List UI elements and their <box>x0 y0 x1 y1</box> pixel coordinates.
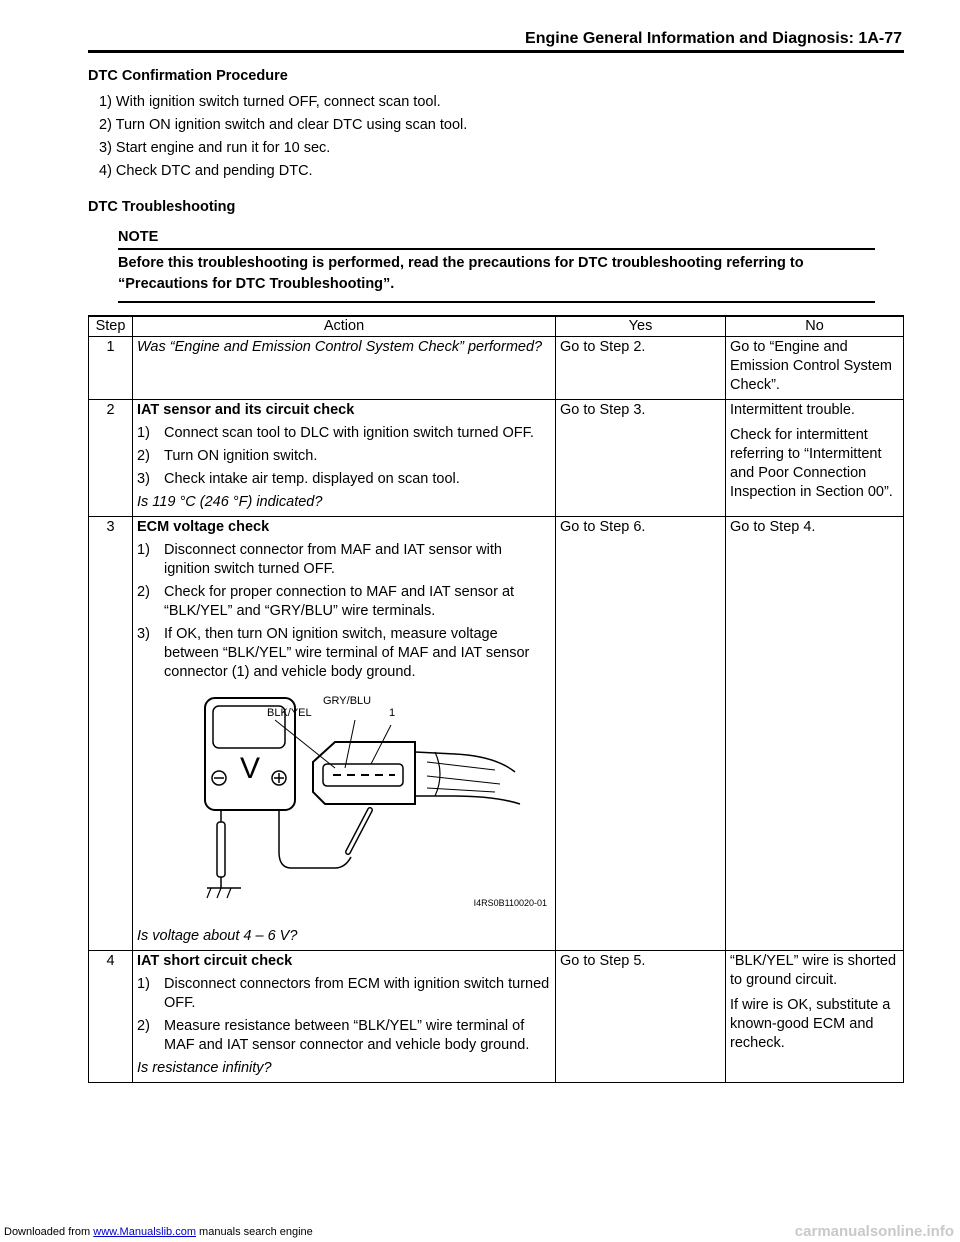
no-text: Check for intermittent referring to “Intermittent and Poor Connection Inspection in Section 00”. <box>730 427 893 500</box>
step-number: 1 <box>89 337 133 400</box>
yes-cell: Go to Step 3. <box>556 400 726 517</box>
confirmation-step: 3) Start engine and run it for 10 sec. <box>99 140 331 156</box>
step-question: Is 119 °C (246 °F) indicated? <box>137 494 323 510</box>
table-header-row <box>89 316 904 337</box>
step-question: Is voltage about 4 – 6 V? <box>137 928 298 944</box>
watermark: carmanualsonline.info <box>794 1223 954 1240</box>
manualslib-link[interactable]: www.Manualslib.com <box>93 1226 196 1238</box>
meter-symbol: V <box>239 752 261 785</box>
step-title: IAT sensor and its circuit check <box>137 402 355 418</box>
sub-step: 3) Check intake air temp. displayed on scan tool. <box>137 471 460 487</box>
step-question: Was “Engine and Emission Control System Check” performed? <box>137 339 543 355</box>
sub-step: 2) Turn ON ignition switch. <box>137 448 318 464</box>
label-gry-blu: GRY/BLU <box>323 695 372 707</box>
voltmeter-figure <box>195 692 555 927</box>
confirmation-step: 1) With ignition switch turned OFF, connect scan tool. <box>99 94 441 110</box>
header-rule <box>88 50 904 53</box>
action-cell <box>133 400 556 517</box>
yes-cell: Go to Step 5. <box>556 951 726 1083</box>
voltmeter-diagram <box>195 692 555 927</box>
troubleshooting-title: DTC Troubleshooting <box>88 199 236 215</box>
step-number: 4 <box>89 951 133 1083</box>
confirmation-title: DTC Confirmation Procedure <box>88 68 288 84</box>
footer <box>4 1226 313 1238</box>
yes-cell: Go to Step 2. <box>556 337 726 400</box>
action-cell <box>133 951 556 1083</box>
yes-cell: Go to Step 6. <box>556 517 726 951</box>
no-cell <box>726 400 904 517</box>
figure-code: I4RS0B110020-01 <box>473 898 547 908</box>
step-question: Is resistance infinity? <box>137 1060 272 1076</box>
footer-prefix: Downloaded from <box>4 1226 94 1238</box>
label-blk-yel: BLK/YEL <box>267 707 312 719</box>
note-title: NOTE <box>118 229 159 245</box>
header-action: Action <box>133 316 556 337</box>
note-rule <box>118 301 875 303</box>
step-number: 2 <box>89 400 133 517</box>
no-cell <box>726 951 904 1083</box>
sub-step: 1) Disconnect connectors from ECM with ignition switch turned OFF. <box>137 976 550 1011</box>
troubleshooting-table <box>88 315 904 1083</box>
confirmation-step: 2) Turn ON ignition switch and clear DTC using scan tool. <box>99 117 468 133</box>
no-text: “BLK/YEL” wire is shorted to ground circuit. <box>730 953 897 988</box>
footer-suffix: manuals search engine <box>195 1226 313 1238</box>
note-box <box>118 227 875 303</box>
sub-step: 2) Measure resistance between “BLK/YEL” wire terminal of MAF and IAT sensor connector and vehicle body ground. <box>137 1018 530 1053</box>
page-header-title: Engine General Information and Diagnosis: 1A-77 <box>525 30 902 47</box>
sub-step: 2) Check for proper connection to MAF and IAT sensor at “BLK/YEL” and “GRY/BLU” wire terminals. <box>137 584 515 619</box>
header-step: Step <box>89 316 133 337</box>
sub-step: 1) Connect scan tool to DLC with ignition switch turned OFF. <box>137 425 534 441</box>
table-row <box>89 951 904 1083</box>
step-title: IAT short circuit check <box>137 953 293 969</box>
header-no: No <box>726 316 904 337</box>
no-cell: Go to Step 4. <box>726 517 904 951</box>
action-cell <box>133 337 556 400</box>
step-number: 3 <box>89 517 133 951</box>
confirmation-steps <box>99 91 467 183</box>
table-row <box>89 337 904 400</box>
action-cell <box>133 517 556 951</box>
header-yes: Yes <box>556 316 726 337</box>
note-text: Before this troubleshooting is performed, read the precautions for DTC troubleshooting referring to “Precautions for DTC Troubleshooting”. <box>118 255 804 292</box>
no-cell: Go to “Engine and Emission Control System Check”. <box>726 337 904 400</box>
step-title: ECM voltage check <box>137 519 270 535</box>
no-text: If wire is OK, substitute a known-good ECM and recheck. <box>730 997 891 1051</box>
table-row <box>89 400 904 517</box>
no-text: Intermittent trouble. <box>730 402 855 418</box>
ground-probe-icon <box>217 822 225 877</box>
confirmation-step: 4) Check DTC and pending DTC. <box>99 163 313 179</box>
label-connector-1: 1 <box>389 707 396 719</box>
table-row <box>89 517 904 951</box>
sub-step: 1) Disconnect connector from MAF and IAT sensor with ignition switch turned OFF. <box>137 542 502 577</box>
sub-step: 3) If OK, then turn ON ignition switch, measure voltage between “BLK/YEL” wire terminal of MAF and IAT sensor connector (1) and vehicle body ground. <box>137 626 530 680</box>
